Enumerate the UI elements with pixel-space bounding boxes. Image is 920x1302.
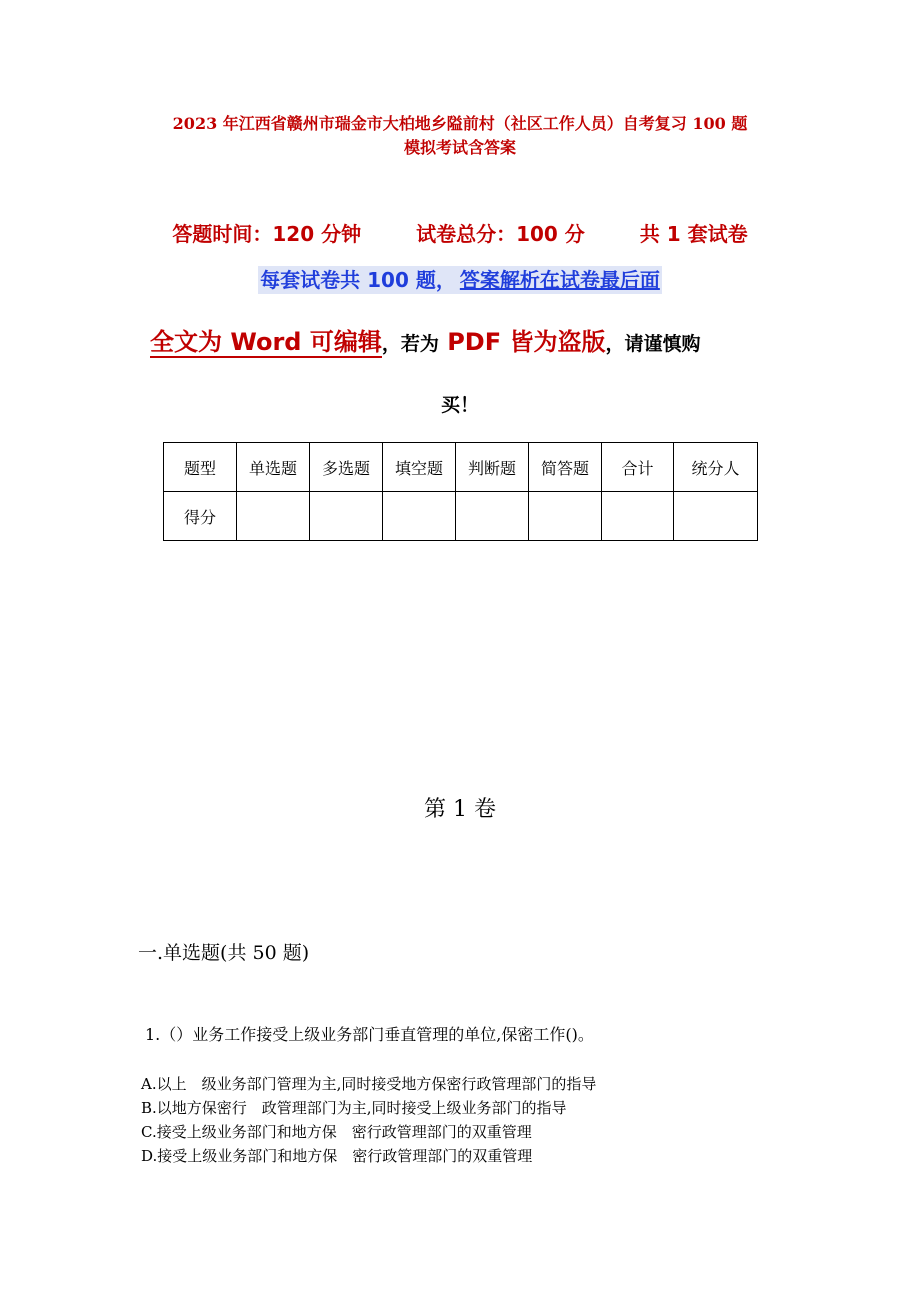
- warning-if: ，若为: [381, 333, 439, 355]
- warning-pdf: PDF 皆为盗版: [447, 328, 606, 356]
- title-line-1: 2023 年江西省赣州市瑞金市大柏地乡隘前村（社区工作人员）自考复习 100 题: [172, 114, 748, 133]
- notice-part-2: 答案解析在试卷最后面: [459, 268, 660, 292]
- header-cell: 简答题: [529, 443, 602, 492]
- option-b: B.以地方保密行 政管理部门为主,同时接受上级业务部门的指导: [141, 1099, 567, 1117]
- row-label: 得分: [164, 492, 237, 541]
- volume-heading: 第 1 卷: [424, 797, 496, 822]
- warning-editable: 全文为 Word 可编辑: [150, 328, 382, 356]
- score-cell: [529, 492, 602, 541]
- header-cell: 合计: [602, 443, 674, 492]
- question-text: 1.（）业务工作接受上级业务部门垂直管理的单位,保密工作()。: [145, 1025, 594, 1044]
- title-line-2: 模拟考试含答案: [403, 138, 516, 157]
- score-cell: [602, 492, 674, 541]
- header-cell: 题型: [164, 443, 237, 492]
- header-cell: 多选题: [310, 443, 383, 492]
- option-c: C.接受上级业务部门和地方保 密行政管理部门的双重管理: [141, 1123, 532, 1141]
- answer-notice: [0, 264, 920, 293]
- score-cell: [456, 492, 529, 541]
- exam-total-score: 试卷总分：100 分: [416, 222, 585, 246]
- header-cell: 填空题: [383, 443, 456, 492]
- piracy-warning: [150, 326, 790, 360]
- score-cell: [310, 492, 383, 541]
- header-cell: 单选题: [237, 443, 310, 492]
- option-a: A.以上 级业务部门管理为主,同时接受地方保密行政管理部门的指导: [141, 1075, 597, 1093]
- exam-info: [0, 218, 920, 247]
- exam-time: 答题时间：120 分钟: [172, 222, 362, 246]
- question-options: [141, 1072, 596, 1168]
- notice-part-1: 每套试卷共 100 题，: [260, 268, 456, 292]
- score-cell: [383, 492, 456, 541]
- warning-caution: ，请谨慎购: [605, 333, 701, 355]
- score-cell: [237, 492, 310, 541]
- exam-set-count: 共 1 套试卷: [639, 222, 748, 246]
- score-table-header-row: [164, 443, 758, 492]
- header-cell: 判断题: [456, 443, 529, 492]
- option-d: D.接受上级业务部门和地方保 密行政管理部门的双重管理: [141, 1147, 533, 1165]
- warning-end: 买！: [440, 394, 479, 416]
- score-table: [163, 442, 758, 541]
- score-cell: [674, 492, 758, 541]
- document-title: [100, 112, 820, 160]
- score-table-score-row: [164, 492, 758, 541]
- header-cell: 统分人: [674, 443, 758, 492]
- section-heading: 一.单选题(共 50 题): [138, 942, 310, 964]
